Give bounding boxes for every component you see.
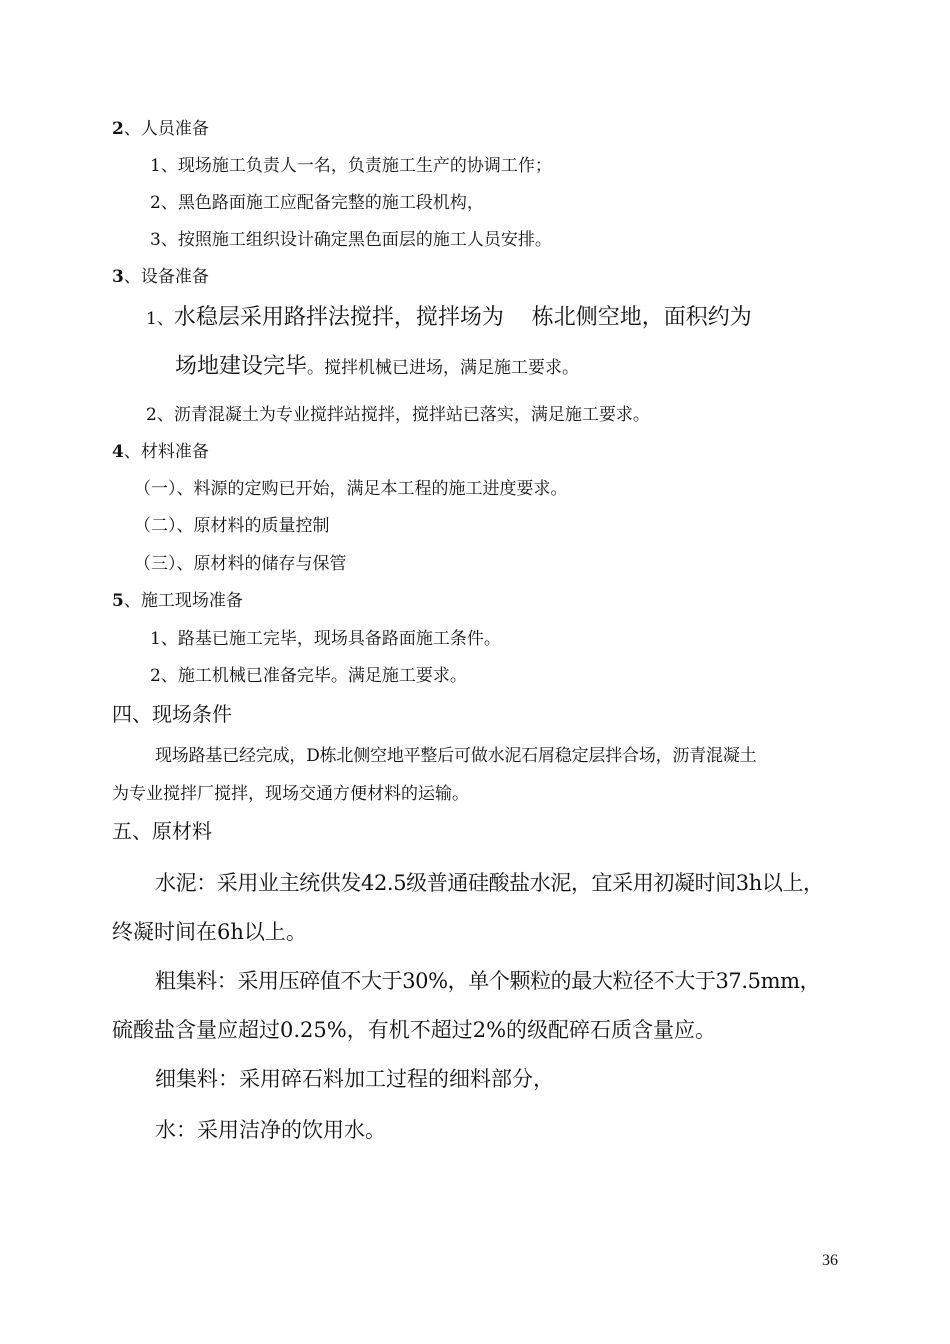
list-item [146, 307, 752, 329]
section-4-heading [112, 444, 209, 461]
list-item: 2、沥青混凝土为专业搅拌站搅拌，搅拌站已落实，满足施工要求。 [146, 405, 650, 425]
item-prefix: 1、 [146, 309, 174, 329]
paragraph-line: 水泥：采用业主统供发42.5级普通硅酸盐水泥，宜采用初凝时间3h以上， [155, 871, 824, 895]
section-number: 5 [112, 591, 124, 611]
section-2-heading [112, 121, 209, 138]
item-text-large: 场地建设完毕 [175, 354, 308, 379]
list-item: 3、按照施工组织设计确定黑色面层的施工人员安排。 [150, 230, 552, 250]
paragraph-line: 硫酸盐含量应超过0.25%，有机不超过2%的级配碎石质含量应。 [112, 1018, 717, 1042]
item-text: 水稳层采用路拌法搅拌，搅拌场为 栋北侧空地，面积约为 [173, 305, 752, 330]
section-title: 、施工现场准备 [123, 591, 243, 611]
chapter-heading: 五、原材料 [112, 819, 212, 843]
section-3-heading [112, 269, 209, 286]
list-item: （三）、原材料的储存与保管 [134, 554, 347, 574]
paragraph-line: 细集料：采用碎石料加工过程的细料部分， [155, 1067, 554, 1091]
section-title: 、材料准备 [123, 442, 209, 462]
list-item-continuation [175, 356, 579, 378]
chapter-heading: 四、现场条件 [112, 702, 232, 726]
list-item: （二）、原材料的质量控制 [134, 516, 330, 536]
paragraph-line: 水：采用洁净的饮用水。 [155, 1118, 386, 1142]
list-item: 2、施工机械已准备完毕。满足施工要求。 [150, 666, 467, 686]
list-item: 1、路基已施工完毕，现场具备路面施工条件。 [150, 629, 501, 649]
section-title: 、人员准备 [123, 119, 209, 139]
paragraph-line: 粗集料：采用压碎值不大于30%，单个颗粒的最大粒径不大于37.5mm， [155, 969, 821, 993]
paragraph-line: 终凝时间在6h以上。 [112, 920, 307, 944]
paragraph-line: 现场路基已经完成，D栋北侧空地平整后可做水泥石屑稳定层拌合场，沥青混凝土 [155, 746, 757, 766]
section-number: 2 [112, 119, 124, 139]
list-item: 1、现场施工负责人一名，负责施工生产的协调工作； [150, 156, 552, 176]
section-number: 4 [112, 442, 124, 462]
list-item: 2、黑色路面施工应配备完整的施工段机构， [150, 193, 484, 213]
list-item: （一）、料源的定购已开始，满足本工程的施工进度要求。 [134, 479, 568, 499]
section-5-heading [112, 593, 243, 610]
section-number: 3 [112, 267, 124, 287]
page-number: 36 [822, 1252, 838, 1269]
section-title: 、设备准备 [123, 267, 209, 287]
paragraph-line: 为专业搅拌厂搅拌，现场交通方便材料的运输。 [112, 784, 469, 804]
item-text-small: 。搅拌机械已进场，满足施工要求。 [307, 358, 580, 378]
